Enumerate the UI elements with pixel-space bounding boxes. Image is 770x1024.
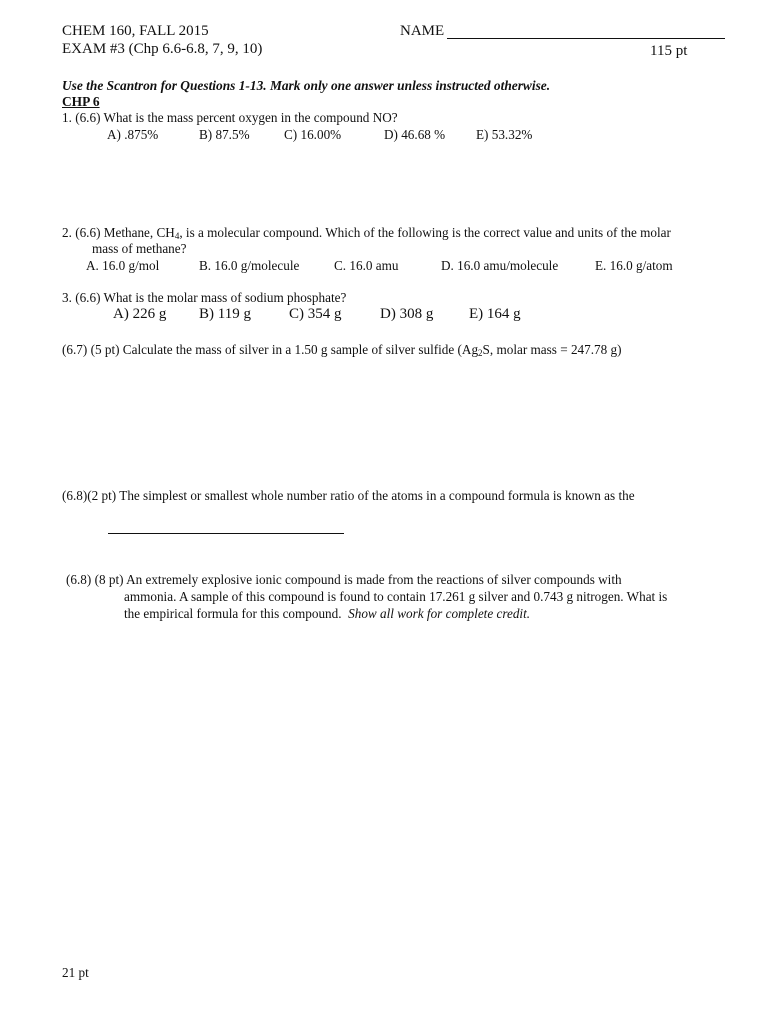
question-1-stem: 1. (6.6) What is the mass percent oxygen in the compound NO? xyxy=(62,110,398,125)
question-6-8-line1: (6.8) (8 pt) An extremely explosive ionic compound is made from the reactions of silver compounds with xyxy=(66,572,622,587)
q3-option-d: D) 308 g xyxy=(380,306,434,322)
page-points: 21 pt xyxy=(62,965,89,980)
q2-stem-part-a: 2. (6.6) Methane, CH xyxy=(62,225,175,240)
chapter-heading: CHP 6 xyxy=(62,94,100,109)
q3-option-c: C) 354 g xyxy=(289,306,342,322)
exam-title: EXAM #3 (Chp 6.6-6.8, 7, 9, 10) xyxy=(62,41,263,57)
q68b-line3-emphasis: Show all work for complete credit. xyxy=(348,606,531,621)
name-blank-line[interactable] xyxy=(447,38,725,39)
q2-option-e: E. 16.0 g/atom xyxy=(595,258,673,273)
q3-option-b: B) 119 g xyxy=(199,306,251,322)
answer-blank-line[interactable] xyxy=(108,533,344,534)
q2-option-a: A. 16.0 g/mol xyxy=(86,258,160,273)
question-2-stem xyxy=(62,225,671,241)
q67-text-part-a: (6.7) (5 pt) Calculate the mass of silver in a 1.50 g sample of silver sulfide (Ag xyxy=(62,342,479,357)
question-2-stem-line2: mass of methane? xyxy=(92,241,187,256)
q1-option-c: C) 16.00% xyxy=(284,127,342,142)
q3-option-e: E) 164 g xyxy=(469,306,521,322)
q1-option-e: E) 53.32% xyxy=(476,127,533,142)
q68b-line3-text: the empirical formula for this compound. xyxy=(124,606,342,621)
name-label: NAME xyxy=(400,23,445,39)
question-3-stem: 3. (6.6) What is the molar mass of sodium phosphate? xyxy=(62,290,347,305)
question-6-8-line3 xyxy=(124,606,530,622)
question-6-7 xyxy=(62,342,622,358)
q67-text-part-b: S, molar mass = 247.78 g) xyxy=(482,342,622,357)
q2-subscript: 4 xyxy=(174,231,180,241)
points-total: 115 pt xyxy=(650,43,688,59)
q3-option-a: A) 226 g xyxy=(113,306,167,322)
q2-option-d: D. 16.0 amu/molecule xyxy=(441,258,559,273)
course-title: CHEM 160, FALL 2015 xyxy=(62,23,209,39)
q1-option-a: A) .875% xyxy=(107,127,159,142)
q67-subscript: 2 xyxy=(478,348,483,358)
q1-option-b: B) 87.5% xyxy=(199,127,250,142)
q1-option-d: D) 46.68 % xyxy=(384,127,446,142)
instructions: Use the Scantron for Questions 1-13. Mark only one answer unless instructed otherwise. xyxy=(62,78,551,93)
q2-option-b: B. 16.0 g/molecule xyxy=(199,258,300,273)
q2-stem-part-b: , is a molecular compound. Which of the following is the correct value and units of the molar xyxy=(179,225,671,240)
question-6-8-term: (6.8)(2 pt) The simplest or smallest whole number ratio of the atoms in a compound formula is known as the xyxy=(62,488,635,503)
question-6-8-line2: ammonia. A sample of this compound is found to contain 17.261 g silver and 0.743 g nitrogen. What is xyxy=(124,589,668,604)
q2-option-c: C. 16.0 amu xyxy=(334,258,399,273)
